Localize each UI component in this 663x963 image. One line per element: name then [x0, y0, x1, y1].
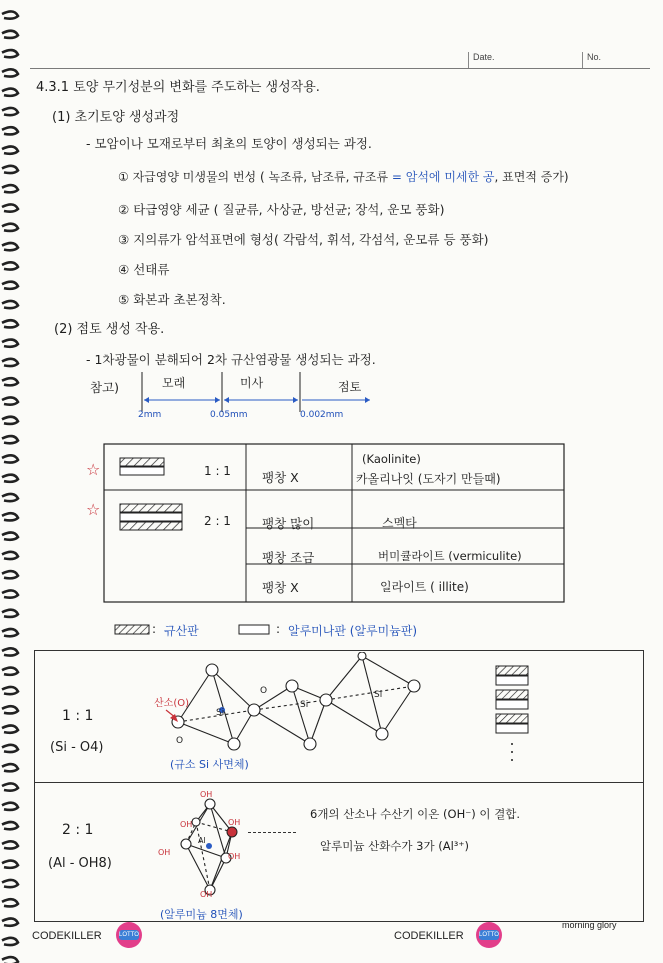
- lotto-logo-left-text: LOTTO: [119, 932, 139, 938]
- legend-alumina-swatch: [238, 624, 274, 636]
- alumina-octahedron-diagram: [176, 792, 256, 904]
- footer-brand-right: CODEKILLER: [394, 930, 464, 942]
- binding-ring: [2, 629, 18, 636]
- stage-item-4-num: ④: [118, 262, 130, 277]
- binding-ring: [2, 301, 18, 308]
- diagram2-ratio: 2 : 1: [62, 822, 94, 838]
- diagram1-ratio: 1 : 1: [62, 708, 94, 724]
- binding-ring: [2, 880, 18, 887]
- binding-ring: [2, 108, 18, 115]
- atom-si-label-2: Si: [300, 700, 309, 710]
- spiral-binding: [0, 0, 22, 963]
- binding-ring: [2, 340, 18, 347]
- atom-al-label: Al: [198, 836, 206, 845]
- binding-ring: [2, 745, 18, 752]
- binding-ring: [2, 475, 18, 482]
- binding-ring: [2, 803, 18, 810]
- binding-ring: [2, 436, 18, 443]
- atom-si-label-3: Si: [374, 690, 383, 700]
- stage-item-3-num: ③: [118, 232, 130, 247]
- stage-item-2-text: 타급영양 세균 ( 질균류, 사상균, 방선균; 장석, 운모 풍화): [133, 202, 445, 217]
- stage-item-2-num: ②: [118, 202, 130, 217]
- footer-tagline: morning glory: [562, 920, 617, 930]
- legend-alumina-label: 알루미나판 (알루미늄판): [288, 624, 418, 638]
- scale-zone-sand: 모래: [162, 376, 186, 390]
- legend-silica-swatch: [114, 622, 157, 636]
- structure-divider: [34, 782, 644, 783]
- binding-ring: [2, 957, 18, 963]
- binding-ring: [2, 243, 18, 250]
- silica-tetrahedron-caption: (규소 Si 사면체): [170, 758, 249, 771]
- star-mark-2: ☆: [86, 500, 101, 519]
- binding-ring: [2, 513, 18, 520]
- octahedron-note-2: 알루미늄 산화수가 3가 (Al³⁺): [320, 839, 469, 853]
- stage-item-1-tail: , 표면적 증가): [494, 170, 569, 184]
- binding-ring: [2, 571, 18, 578]
- alumina-octahedron-caption: (알루미늄 8면체): [160, 908, 243, 921]
- legend-eq-2: :: [276, 622, 281, 636]
- octahedron-note-1: 6개의 산소나 수산기 이온 (OH⁻) 이 결합.: [310, 807, 521, 821]
- binding-ring: [2, 455, 18, 462]
- stage-item-5-text: 화본과 초본정착.: [133, 292, 226, 307]
- atom-oh-left: OH: [158, 848, 171, 857]
- binding-ring: [2, 417, 18, 424]
- binding-ring: [2, 899, 18, 906]
- section2-title: (2) 점토 생성 작용.: [54, 322, 165, 337]
- binding-ring: [2, 204, 18, 211]
- table-illite: 일라이트 ( illite): [380, 580, 469, 594]
- stage-item-1-text: 자급영양 미생물의 번성 ( 녹조류, 남조류, 규조류: [132, 170, 392, 184]
- binding-ring: [2, 320, 18, 327]
- pointer-line: [248, 832, 296, 833]
- stacked-layers-icon: [494, 664, 534, 774]
- binding-ring: [2, 668, 18, 675]
- binding-ring: [2, 783, 18, 790]
- number-label: No.: [582, 52, 647, 68]
- atom-oh-lower-right: OH: [228, 852, 241, 861]
- atom-o-label-1: O: [176, 736, 184, 746]
- scale-reference-label: 참고): [90, 380, 120, 395]
- star-mark-1: ☆: [86, 460, 101, 479]
- binding-ring: [2, 706, 18, 713]
- date-label: Date.: [468, 52, 583, 68]
- lotto-logo-right: [476, 922, 502, 948]
- binding-ring: [2, 31, 18, 38]
- binding-ring: [2, 861, 18, 868]
- binding-ring: [2, 648, 18, 655]
- stage-item-5-num: ⑤: [118, 292, 130, 307]
- table-ratio-2-1: 2 : 1: [204, 514, 231, 528]
- binding-ring: [2, 11, 18, 18]
- section2-description: - 1차광물이 분해되어 2차 규산염광물 생성되는 과정.: [86, 352, 376, 367]
- binding-ring: [2, 610, 18, 617]
- atom-o-label-2: O: [260, 686, 268, 696]
- binding-ring: [2, 494, 18, 501]
- table-swell-high: 팽창 많이: [262, 516, 315, 531]
- stage-item-5: [118, 290, 226, 308]
- stage-item-1-num: ①: [118, 170, 129, 184]
- binding-ring: [2, 533, 18, 540]
- atom-oh-right: OH: [228, 818, 241, 827]
- binding-ring: [2, 50, 18, 57]
- binding-ring: [2, 822, 18, 829]
- binding-ring: [2, 166, 18, 173]
- atom-oh-upper-left: OH: [180, 820, 193, 829]
- binding-ring: [2, 224, 18, 231]
- stage-item-4: [118, 260, 169, 278]
- binding-ring: [2, 378, 18, 385]
- atom-si-label-1: Si: [216, 708, 225, 718]
- table-swell-none-2: 팽창 X: [262, 580, 299, 595]
- binding-ring: [2, 147, 18, 154]
- header-rule: [30, 68, 650, 69]
- binding-ring: [2, 282, 18, 289]
- section1-description: - 모암이나 모재로부터 최초의 토양이 생성되는 과정.: [86, 136, 372, 151]
- table-ratio-1-1: 1 : 1: [204, 464, 231, 478]
- binding-ring: [2, 127, 18, 134]
- stage-item-1-note: = 암석에 미세한 공: [391, 170, 495, 184]
- legend-silica-label: 규산판: [164, 624, 199, 638]
- table-swell-low: 팽창 조금: [262, 550, 315, 565]
- binding-ring: [2, 69, 18, 76]
- stage-item-4-text: 선태류: [133, 262, 170, 277]
- scale-tick-2mm: 2mm: [138, 410, 162, 420]
- scale-zone-silt: 미사: [240, 376, 264, 390]
- lotto-logo-left: [116, 922, 142, 948]
- binding-ring: [2, 359, 18, 366]
- atom-oh-bottom: OH: [200, 890, 213, 899]
- scale-zone-clay: 점토: [338, 380, 362, 394]
- legend-eq-1: :: [152, 622, 157, 636]
- scale-tick-005mm: 0.05mm: [210, 410, 248, 420]
- stage-item-3-text: 지의류가 암석표면에 형성( 각람석, 휘석, 각섬석, 운모류 등 풍화): [133, 232, 489, 247]
- atom-oh-top: OH: [200, 790, 213, 799]
- table-smectite: 스멕타: [382, 516, 417, 530]
- footer-brand-left: CODEKILLER: [32, 930, 102, 942]
- table-swell-none-1: 팽창 X: [262, 470, 299, 485]
- table-kaolinite-en: (Kaolinite): [362, 452, 421, 466]
- binding-ring: [2, 726, 18, 733]
- stage-item-3: [118, 230, 489, 248]
- table-kaolinite: 카올리나잇 (도자기 만들때): [356, 472, 501, 486]
- scale-tick-0002mm: 0.002mm: [300, 410, 344, 420]
- binding-ring: [2, 262, 18, 269]
- section1-title: (1) 초기토양 생성과정: [52, 110, 180, 125]
- binding-ring: [2, 687, 18, 694]
- binding-ring: [2, 919, 18, 926]
- stage-item-1: [118, 168, 569, 185]
- lotto-logo-right-text: LOTTO: [479, 932, 499, 938]
- clay-mineral-table: [100, 440, 570, 610]
- binding-ring: [2, 397, 18, 404]
- binding-ring: [2, 764, 18, 771]
- page-heading: 4.3.1 토양 무기성분의 변화를 주도하는 생성작용.: [36, 80, 320, 95]
- table-vermiculite: 버미큘라이트 (vermiculite): [378, 549, 522, 563]
- binding-ring: [2, 938, 18, 945]
- oxygen-label: 산소(O): [154, 698, 189, 709]
- binding-ring: [2, 590, 18, 597]
- binding-ring: [2, 185, 18, 192]
- diagram2-formula: (Al - OH8): [48, 856, 112, 871]
- diagram1-formula: (Si - O4): [50, 740, 104, 755]
- stage-item-2: [118, 200, 444, 218]
- binding-ring: [2, 841, 18, 848]
- binding-ring: [2, 89, 18, 96]
- binding-ring: [2, 552, 18, 559]
